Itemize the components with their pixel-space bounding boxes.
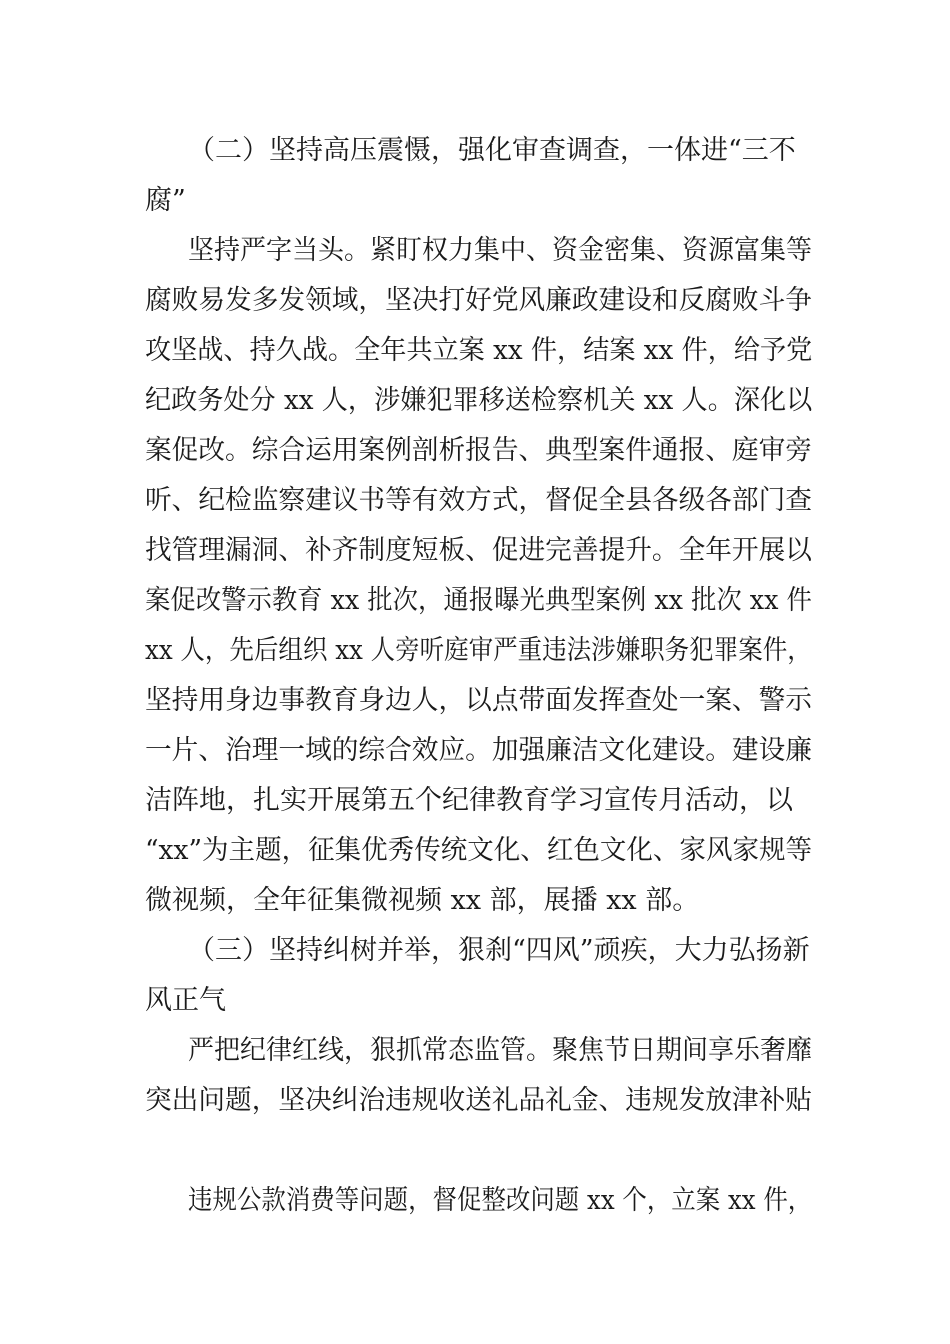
paragraph-line: “xx”为主题，征集优秀传统文化、红色文化、家风家规等 <box>145 835 813 866</box>
paragraph-line: 洁阵地，扎实开展第五个纪律教育学习宣传月活动，以 <box>145 785 793 816</box>
section-3-heading: （三）坚持纠树并举，狠刹“四风”顽疾，大力弘扬新 <box>188 935 810 966</box>
paragraph-line: 违规公款消费等问题，督促整改问题 xx 个，立案 xx 件， <box>188 1185 813 1216</box>
paragraph-line: 听、纪检监察建议书等有效方式，督促全县各级各部门查 <box>145 485 812 516</box>
section-2-heading: （二）坚持高压震慑，强化审查调查，一体进“三不 <box>188 135 796 166</box>
section-2-heading-cont: 腐” <box>145 185 186 216</box>
paragraph-line: xx 人，先后组织 xx 人旁听庭审严重违法涉嫌职务犯罪案件， <box>145 635 812 666</box>
paragraph-line: 微视频，全年征集微视频 xx 部，展播 xx 部。 <box>145 885 700 916</box>
paragraph-line: 腐败易发多发领域，坚决打好党风廉政建设和反腐败斗争 <box>145 285 812 316</box>
paragraph-line: 纪政务处分 xx 人，涉嫌犯罪移送检察机关 xx 人。深化以 <box>145 385 813 416</box>
paragraph-line: 找管理漏洞、补齐制度短板、促进完善提升。全年开展以 <box>145 535 812 566</box>
paragraph-line: 案促改。综合运用案例剖析报告、典型案件通报、庭审旁 <box>145 435 812 466</box>
paragraph-line: 攻坚战、持久战。全年共立案 xx 件，结案 xx 件，给予党 <box>145 335 813 366</box>
paragraph-line: 坚持用身边事教育身边人，以点带面发挥查处一案、警示 <box>145 685 812 716</box>
paragraph-line: 一片、治理一域的综合效应。加强廉洁文化建设。建设廉 <box>145 735 812 766</box>
paragraph-line: 严把纪律红线，狠抓常态监管。聚焦节日期间享乐奢靡 <box>188 1035 813 1066</box>
paragraph-line: 坚持严字当头。紧盯权力集中、资金密集、资源富集等 <box>188 235 813 266</box>
section-3-heading-cont: 风正气 <box>145 985 226 1016</box>
paragraph-line: 案促改警示教育 xx 批次，通报曝光典型案例 xx 批次 xx 件 <box>145 585 812 616</box>
paragraph-line: 突出问题，坚决纠治违规收送礼品礼金、违规发放津补贴 <box>145 1085 812 1116</box>
